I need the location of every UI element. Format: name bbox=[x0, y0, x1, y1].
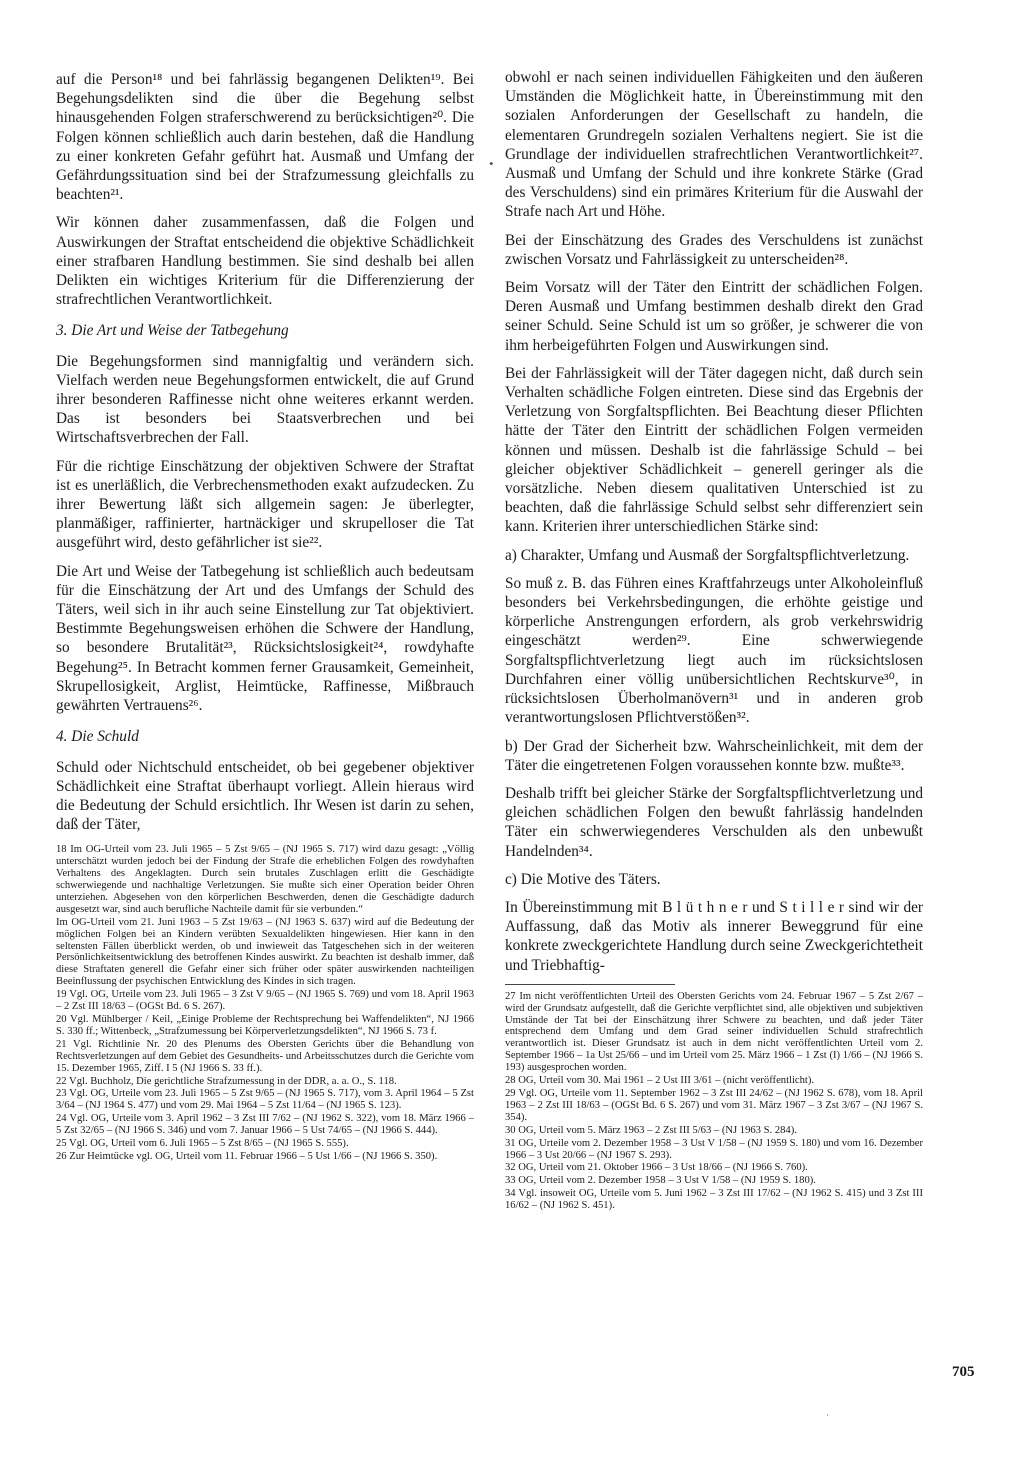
margin-mark: • bbox=[489, 156, 494, 171]
paragraph: Die Begehungsformen sind mannigfaltig und verändern sich. Vielfach werden neue Begehungsformen entwickelt, die auf Grund ihrer besonderen Raffinesse nicht ohne weiteres erkannt werden. Das ist besonders bei Staatsverbrechen und bei Wirtschaftsverbrechen der Fall. bbox=[56, 352, 474, 447]
footnote: 30 OG, Urteil vom 5. März 1963 – 2 Zst III 5/63 – (NJ 1963 S. 284). bbox=[505, 1124, 797, 1136]
right-body bbox=[505, 68, 923, 975]
footnote: 26 Zur Heimtücke vgl. OG, Urteil vom 11. Februar 1966 – 5 Ust 1/66 – (NJ 1966 S. 350). bbox=[56, 1150, 438, 1162]
footnote: 19 Vgl. OG, Urteile vom 23. Juli 1965 – 3 Zst V 9/65 – (NJ 1965 S. 769) und vom 18. April 1963 – 2 Zst III 18/63 – (OGSt Bd. 6 S. 267). bbox=[56, 989, 474, 1013]
footnote: 29 Vgl. OG, Urteile vom 11. September 1962 – 3 Zst III 24/62 – (NJ 1962 S. 678), vom 18. April 1963 – 2 Zst III 18/63 – (OGSt Bd. 6 S. 267) und vom 31. März 1967 – 3 Zst 3/67 – (NJ 1967 S. 354). bbox=[505, 1087, 923, 1123]
paragraph: Deshalb trifft bei gleicher Stärke der Sorgfaltspflichtverletzung und gleichen schädlichen Folgen den bewußt fahrlässig handelnden Täter ein schwerwiegenderes Verschulden als den unbewußt Handelnden³⁴. bbox=[505, 784, 923, 860]
left-body-a bbox=[56, 70, 474, 309]
footnote: 31 OG, Urteile vom 2. Dezember 1958 – 3 Ust V 1/58 – (NJ 1959 S. 180) und vom 16. Dezember 1966 – 3 Ust 20/66 – (NJ 1967 S. 293). bbox=[505, 1137, 923, 1161]
margin-mark: · bbox=[826, 1410, 829, 1420]
footnote: 33 OG, Urteil vom 2. Dezember 1958 – 3 Ust V 1/58 – (NJ 1959 S. 180). bbox=[505, 1175, 816, 1187]
footnote-rule bbox=[505, 984, 675, 985]
paragraph: So muß z. B. das Führen eines Kraftfahrzeugs unter Alkoholeinfluß besonders bei Verkehrsbedingungen, die erhöhte geistige und körperliche Anstrengungen erfordern, als grob verkehrswidrig eingeschätzt werden²⁹. Eine schwerwiegende Sorgfaltspflichtverletzung liegt auch im rücksichtslosen Durchfahren einer völlig unübersichtlichen Rechtskurve³⁰, in rücksichtslosen Überholmanövern³¹ und in anderen grob verantwortungslosen Pflichtverstößen³². bbox=[505, 574, 923, 727]
left-column bbox=[56, 70, 474, 1164]
paragraph: b) Der Grad der Sicherheit bzw. Wahrscheinlichkeit, mit dem der Täter die eingetretenen Folgen voraussehen konnte bzw. mußte³³. bbox=[505, 737, 923, 774]
footnote: 34 Vgl. insoweit OG, Urteile vom 5. Juni 1962 – 3 Zst III 17/62 – (NJ 1962 S. 415) und 3 Zst III 16/62 – (NJ 1962 S. 451). bbox=[505, 1188, 923, 1212]
footnote: 28 OG, Urteil vom 30. Mai 1961 – 2 Ust III 3/61 – (nicht veröffentlicht). bbox=[505, 1075, 815, 1087]
footnote: 32 OG, Urteil vom 21. Oktober 1966 – 3 Ust 18/66 – (NJ 1966 S. 760). bbox=[505, 1162, 808, 1174]
paragraph: Schuld oder Nichtschuld entscheidet, ob bei gegebener objektiver Schädlichkeit eine Straftat überhaupt vorliegt. Allein hieraus wird die Bedeutung der Schuld ersichtlich. Ihr Wesen ist darin zu sehen, daß der Täter, bbox=[56, 758, 474, 834]
footnote: 22 Vgl. Buchholz, Die gerichtliche Strafzumessung in der DDR, a. a. O., S. 118. bbox=[56, 1075, 397, 1087]
paragraph: Die Art und Weise der Tatbegehung ist schließlich auch bedeutsam für die Einschätzung der Art und des Umfangs der Schuld des Täters, weil sich in ihr auch seine Einstellung zur Tat objektiviert. Bestimmte Begehungsweisen erhöhen die Schwere der Handlung, so besondere Brutalität²³, Rücksichtslosigkeit²⁴, rowdyhafte Begehung²⁵. In Betracht kommen ferner Grausamkeit, Gemeinheit, Skrupellosigkeit, Arglist, Heimtücke, Raffinesse, Mißbrauch gewährten Vertrauens²⁶. bbox=[56, 562, 474, 715]
footnote: 25 Vgl. OG, Urteil vom 6. Juli 1965 – 5 Zst 8/65 – (NJ 1965 S. 555). bbox=[56, 1138, 349, 1150]
footnote: 27 Im nicht veröffentlichten Urteil des Obersten Gerichts vom 24. Februar 1967 – 5 Zst 2/67 – wird der Grundsatz aufgestellt, daß die Gerichte verpflichtet sind, alle objektiven und subjektiven Umstände der Tat bei der Einschätzung ihrer Schwere zu beachten, und daß jeder Täter entsprechend dem Umfang und dem Grad seiner individuellen Schuld strafrechtlich verantwortlich ist. Dieser Grundsatz ist auch in dem nicht veröffentlichten Urteil vom 2. September 1966 – 1a Ust 25/66 – und im Urteil vom 25. März 1966 – 1 Zst (I) 1/66 – (NJ 1966 S. 193) ausgesprochen worden. bbox=[505, 990, 923, 1074]
footnote: 24 Vgl. OG, Urteile vom 3. April 1962 – 3 Zst III 7/62 – (NJ 1962 S. 322), vom 18. März 1966 – 5 Zst 32/65 – (NJ 1966 S. 346) und vom 7. Januar 1966 – 5 Ust 74/65 – (NJ 1966 S. 444). bbox=[56, 1113, 474, 1137]
paragraph: c) Die Motive des Täters. bbox=[505, 870, 661, 888]
page-number: 705 bbox=[952, 1364, 975, 1380]
footnote: 18 Im OG-Urteil vom 23. Juli 1965 – 5 Zst 9/65 – (NJ 1965 S. 717) wird dazu gesagt: „Völlig unterschätzt wurden jedoch bei der Findung der Strafe die erheblichen Folgen des rowdyhaften Verhaltens des Angeklagten. Durch sein brutales Zuschlagen erlitt die Geschädigte schwerwiegende und nachhaltige Verletzungen. Sie mußte sich einer Operation beider Ohren unterziehen. Abgesehen von den körperlichen Beschwerden, denen die Geschädigte dadurch ausgesetzt war, sind auch berufliche Nachteile damit für sie verbunden.“ bbox=[56, 844, 474, 915]
paragraph: Wir können daher zusammenfassen, daß die Folgen und Auswirkungen der Straftat entscheidend die objektive Schädlichkeit einer strafbaren Handlung bestimmen. Sie sind deshalb bei allen Delikten ein wichtiges Kriterium für die Differenzierung der strafrechtlichen Verantwortlichkeit. bbox=[56, 214, 474, 309]
footnote: 23 Vgl. OG, Urteile vom 23. Juli 1965 – 5 Zst 9/65 – (NJ 1965 S. 717), vom 3. April 1964 – 5 Zst 3/64 – (NJ 1964 S. 477) und vom 29. Mai 1964 – 5 Zst 11/64 – (NJ 1965 S. 123). bbox=[56, 1088, 474, 1112]
paragraph: Für die richtige Einschätzung der objektiven Schwere der Straftat ist es unerläßlich, die Verbrechensmethoden exakt aufzudecken. Zu ihrer Bewertung läßt sich allgemein sagen: Je überlegter, planmäßiger, raffinierter, hartnäckiger und skrupelloser die Tat ausgeführt wird, desto gefährlicher ist sie²². bbox=[56, 457, 474, 552]
paragraph: Bei der Fahrlässigkeit will der Täter dagegen nicht, daß durch sein Verhalten schädliche Folgen eintreten. Diese sind das Ergebnis der Verletzung von Sorgfaltspflichten. Bei Beachtung dieser Pflichten hätte der Täter den Eintritt der schädlichen Folgen vermeiden können und müssen. Deshalb ist die fahrlässige Schuld – bei gleicher objektiver Schädlichkeit – generell geringer als die vorsätzliche. Neben diesem qualitativen Unterschied ist zu beachten, daß die fahrlässige Schuld selbst sehr differenziert sein kann. Kriterien ihrer unterschiedlichen Stärke sind: bbox=[505, 364, 923, 536]
paragraph: a) Charakter, Umfang und Ausmaß der Sorgfaltspflichtverletzung. bbox=[505, 546, 910, 564]
right-column bbox=[505, 68, 923, 1213]
right-footnotes bbox=[505, 991, 923, 1212]
footnote: 20 Vgl. Mühlberger / Keil, „Einige Probleme der Rechtsprechung bei Waffendelikten“, NJ 1966 S. 330 ff.; Wittenbeck, „Strafzumessung bei Körperverletzungsdelikten“, NJ 1966 S. 73 f. bbox=[56, 1014, 474, 1037]
left-body-c bbox=[56, 758, 474, 835]
paragraph: auf die Person¹⁸ und bei fahrlässig begangenen Delikten¹⁹. Bei Begehungsdelikten sind die über die Begehung selbst hinausgehenden Folgen straferschwerend zu berücksichtigen²⁰. Die Folgen können schließlich auch darin bestehen, daß die Handlung zu einer konkreten Gefahr geführt hat. Ausmaß und Umfang der Gefährdungssituation sind bei der Strafzumessung gleichfalls zu beachten²¹. bbox=[56, 71, 474, 204]
paragraph: Bei der Einschätzung des Grades des Verschuldens ist zunächst zwischen Vorsatz und Fahrlässigkeit zu unterscheiden²⁸. bbox=[505, 231, 923, 268]
paragraph: obwohl er nach seinen individuellen Fähigkeiten und den äußeren Umständen die Möglichkeit hatte, in Übereinstimmung mit den sozialen Anforderungen der Gesellschaft zu handeln, die elementaren Grundregeln sozialen Verhaltens negiert. Sie ist die Grundlage der individuellen strafrechtlichen Verantwortlichkeit²⁷. Ausmaß und Umfang der Schuld und ihre konkrete Stärke (Grad des Verschuldens) sind ein primäres Kriterium für die Auswahl der Strafe nach Art und Höhe. bbox=[505, 69, 923, 221]
footnote: Im OG-Urteil vom 21. Juni 1963 – 5 Zst 19/63 – (NJ 1963 S. 637) wird auf die Bedeutung der möglichen Folgen bei an Kindern verübten Sexualdelikten hingewiesen. Hier kann in den seltensten Fällen überblickt werden, ob und inwieweit das Tatgeschehen sich in der weiteren Persönlichkeitsentwicklung des betroffenen Kindes auswirkt. Zu beachten ist deshalb immer, daß diese Straftaten generell die Gefahr einer sich früher oder später auswirkenden nachteiligen Beeinflussung der psychischen Entwicklung des Kindes in sich tragen. bbox=[56, 916, 474, 988]
paragraph: Beim Vorsatz will der Täter den Eintritt der schädlichen Folgen. Deren Ausmaß und Umfang bestimmen deshalb direkt den Grad seiner Schuld. Seine Schuld ist um so größer, je schwerer die von ihm herbeigeführten Folgen und Auswirkungen sind. bbox=[505, 279, 923, 354]
paragraph: In Übereinstimmung mit B l ü t h n e r und S t i l l e r sind wir der Auffassung, daß das Motiv als innerer Beweggrund für eine konkrete zweckgerichtete Handlung durch seine Zweckgerichtetheit und Triebhaftig- bbox=[505, 898, 923, 974]
section-heading-3: 3. Die Art und Weise der Tatbegehung bbox=[56, 322, 289, 340]
footnote: 21 Vgl. Richtlinie Nr. 20 des Plenums des Obersten Gerichts über die Behandlung von Rechtsverletzungen auf dem Gebiet des Gesundheits- und Arbeitsschutzes durch die Gerichte vom 15. Dezember 1965, Ziff. I 5 (NJ 1966 S. 33 ff.). bbox=[56, 1038, 474, 1074]
left-body-b bbox=[56, 352, 474, 716]
left-footnotes bbox=[56, 844, 474, 1163]
section-heading-4: 4. Die Schuld bbox=[56, 728, 139, 746]
